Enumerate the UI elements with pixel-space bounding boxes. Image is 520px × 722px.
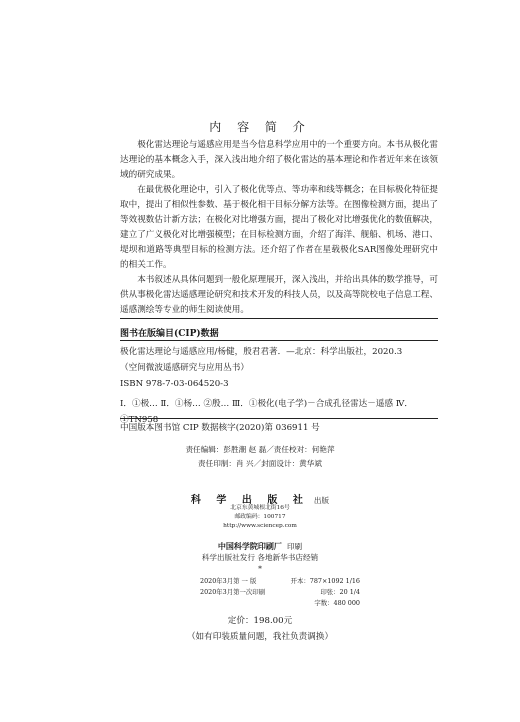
- printing-credits: 责任印制：肖 兴／封面设计：黄华斌: [198, 459, 322, 468]
- publisher-address: 北京东黄城根北街16号: [230, 505, 290, 511]
- cip-line-series: （空间微波遥感研究与应用丛书）: [120, 363, 249, 373]
- cip-heading: 图书在版编目(CIP)数据: [120, 329, 219, 339]
- printer-name: 中国科学院印刷厂: [217, 541, 282, 551]
- publisher-name: 科 学 出 版 社: [190, 495, 309, 506]
- cip-heading-rule: [120, 340, 438, 341]
- price: 定价：198.00元: [227, 616, 293, 626]
- cip-line-isbn: ISBN 978-7-03-064520-3: [120, 379, 229, 389]
- intro-title: 内 容 简 介: [209, 120, 311, 134]
- printer-suffix: 印刷: [286, 542, 303, 551]
- cip-line-title: 极化雷达理论与遥感应用/杨健，殷君君著．—北京：科学出版社，2020.3: [120, 347, 403, 357]
- intro-paragraph-1: 极化雷达理论与遥感应用是当今信息科学应用中的一个重要方向。本书从极化雷达理论的基本概念入手，深入浅出地介绍了极化雷达的基本理论和作者近年来在该领域的研究成果。: [120, 140, 438, 180]
- edition-row: 2020年3月第一次印刷 印张：20 1/4: [200, 588, 360, 596]
- cip-line-classification: Ⅰ．①极… Ⅱ．①杨… ②殷… Ⅲ．①极化(电子学)－合成孔径雷达－遥感 Ⅳ．①TN958: [120, 399, 413, 425]
- cip-record-number: 中国版本图书馆 CIP 数据核字(2020)第 036911 号: [120, 423, 320, 433]
- intro-paragraph-3: 本书叙述从具体问题到一般化原理展开，深入浅出，并给出具体的数学推导，可供从事极化雷达遥感理论研究和技术开发的科技人员，以及高等院校电子信息工程、遥感测绘等专业的师生阅读使用。: [120, 275, 438, 315]
- publisher-website: http://www.sciencep.com: [223, 523, 297, 529]
- intro-text: [120, 138, 438, 318]
- cip-block: [120, 344, 438, 428]
- printer-line: [0, 534, 520, 553]
- intro-paragraph-2: 在最优极化理论中，引入了极化优等点、等功率和线等概念；在目标极化特征提取中，提出了相似性参数、基于极化相干目标分解方法等。在图像检测方面，提出了等效视数估计新方法；在极化对比增强方面，提出了极化对比增强优化的数值解决，建立了广义极化对比增强模型；在目标检测方面，介绍了海洋、舰船、机场、港口、堤坝和道路等典型目标的检测方法。还介绍了作者在星载极化SAR图像处理研究中的相关工作。: [120, 185, 438, 270]
- distributor: 科学出版社发行 各地新华书店经销: [201, 553, 319, 562]
- edition-info: [200, 576, 360, 609]
- cip-top-rule: [120, 318, 438, 319]
- edition-row: 2020年3月第 一 版 开本：787×1092 1/16: [200, 577, 360, 585]
- quality-notice: （如有印装质量问题，我社负责调换）: [186, 632, 334, 642]
- publisher-suffix: 出版: [313, 496, 330, 505]
- cip-bottom-rule: [120, 418, 438, 419]
- editor-credits: 责任编辑：彭胜潮 赵 磊／责任校对：何艳萍: [185, 445, 335, 454]
- separator-star: *: [258, 564, 262, 573]
- edition-row: 字数：480 000: [314, 599, 360, 607]
- publisher-postcode: 邮政编码：100717: [234, 514, 286, 520]
